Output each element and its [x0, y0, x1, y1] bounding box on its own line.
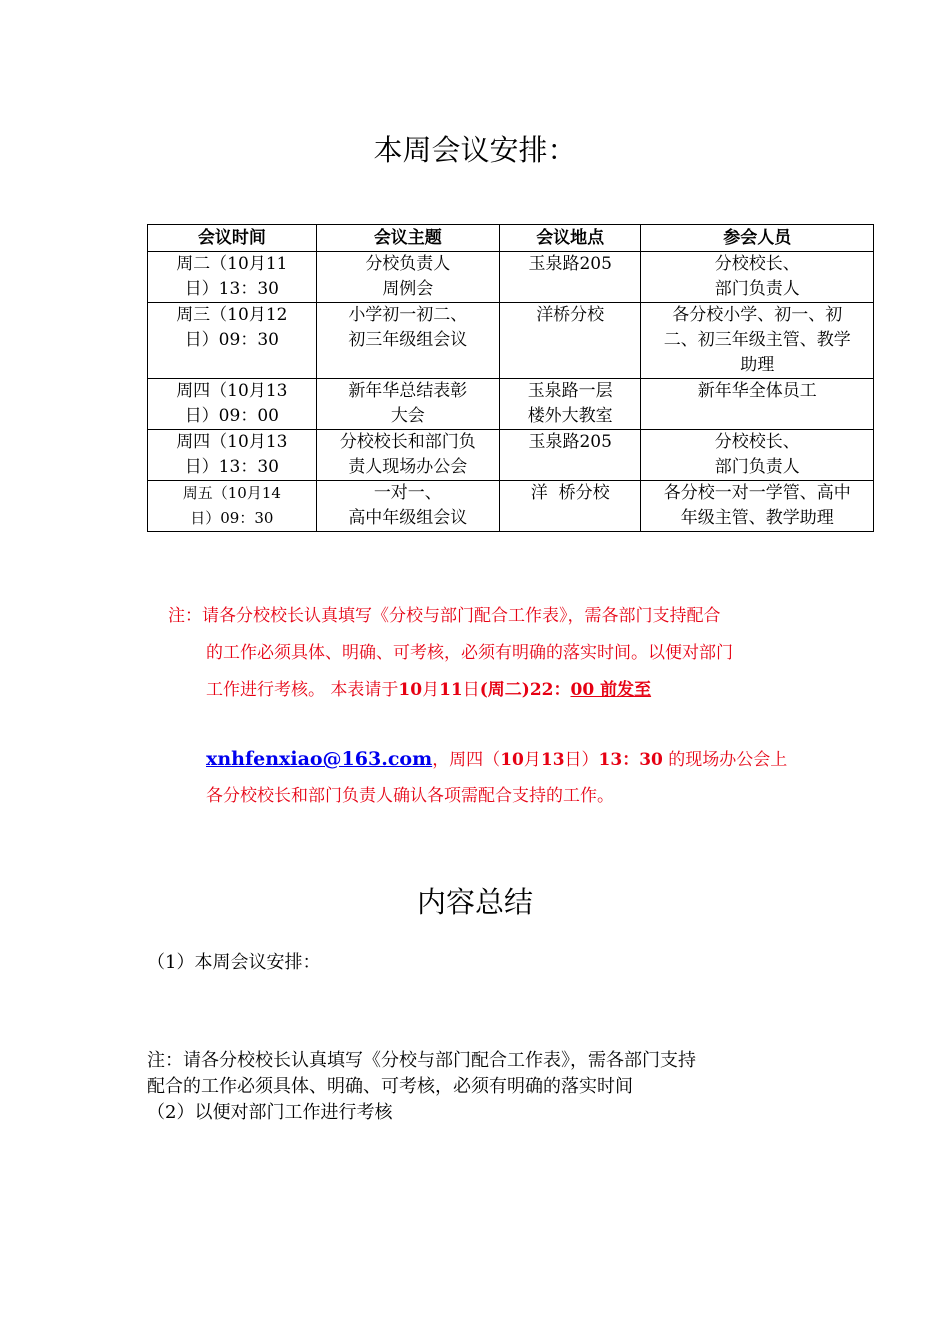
notice-line: 注：请各分校校长认真填写《分校与部门配合工作表》，需各部门支持配合 — [168, 606, 721, 626]
cell-time: 周二（10月11 日）13：30 — [148, 252, 317, 303]
table-row — [148, 303, 874, 379]
header-place: 会议地点 — [499, 225, 640, 252]
notice-line: xnhfenxiao@163.com，周四（10月13日）13：30 的现场办公会上 — [206, 748, 788, 770]
summary-item-1: （1）本周会议安排： — [147, 952, 321, 973]
cell-topic: 一对一、 高中年级组会议 — [316, 481, 499, 532]
cell-people: 各分校小学、初一、初 二、初三年级主管、教学 助理 — [641, 303, 874, 379]
table-row — [148, 430, 874, 481]
cell-place: 洋桥分校 — [499, 303, 640, 379]
notice-line: 各分校校长和部门负责人确认各项需配合支持的工作。 — [206, 786, 614, 806]
cell-people: 分校校长、 部门负责人 — [641, 430, 874, 481]
cell-place: 玉泉路205 — [499, 430, 640, 481]
cell-people: 各分校一对一学管、高中 年级主管、教学助理 — [641, 481, 874, 532]
email-link[interactable]: xnhfenxiao@163.com — [206, 748, 433, 770]
cell-place: 玉泉路205 — [499, 252, 640, 303]
header-topic: 会议主题 — [316, 225, 499, 252]
table-header-row — [148, 225, 874, 252]
red-notice — [168, 602, 828, 819]
cell-time: 周五（10月14 日）09：30 — [148, 481, 317, 532]
cell-time: 周四（10月13 日）09：00 — [148, 379, 317, 430]
meeting-schedule-table — [147, 224, 874, 532]
cell-time: 周三（10月12 日）09：30 — [148, 303, 317, 379]
summary-heading: 内容总结 — [416, 885, 533, 919]
cell-people: 分校校长、 部门负责人 — [641, 252, 874, 303]
notice-line: 工作进行考核。 本表请于10月11日(周二)22：00 前发至 — [206, 680, 652, 700]
cell-topic: 分校校长和部门负 责人现场办公会 — [316, 430, 499, 481]
cell-topic: 新年华总结表彰 大会 — [316, 379, 499, 430]
notice-line: 的工作必须具体、明确、可考核，必须有明确的落实时间。以便对部门 — [206, 643, 733, 663]
header-people: 参会人员 — [641, 225, 874, 252]
cell-time: 周四（10月13 日）13：30 — [148, 430, 317, 481]
summary-text — [147, 1048, 827, 1126]
cell-people: 新年华全体员工 — [641, 379, 874, 430]
cell-topic: 小学初一初二、 初三年级组会议 — [316, 303, 499, 379]
cell-topic: 分校负责人 周例会 — [316, 252, 499, 303]
summary-line: 配合的工作必须具体、明确、可考核，必须有明确的落实时间 — [147, 1076, 633, 1097]
table-row — [148, 252, 874, 303]
table-row — [148, 481, 874, 532]
page-title: 本周会议安排： — [373, 133, 577, 167]
cell-place: 洋 桥分校 — [499, 481, 640, 532]
table-row — [148, 379, 874, 430]
summary-line: 注：请各分校校长认真填写《分校与部门配合工作表》，需各部门支持 — [147, 1050, 696, 1071]
cell-place: 玉泉路一层 楼外大教室 — [499, 379, 640, 430]
summary-line: （2）以便对部门工作进行考核 — [147, 1102, 393, 1123]
header-time: 会议时间 — [148, 225, 317, 252]
